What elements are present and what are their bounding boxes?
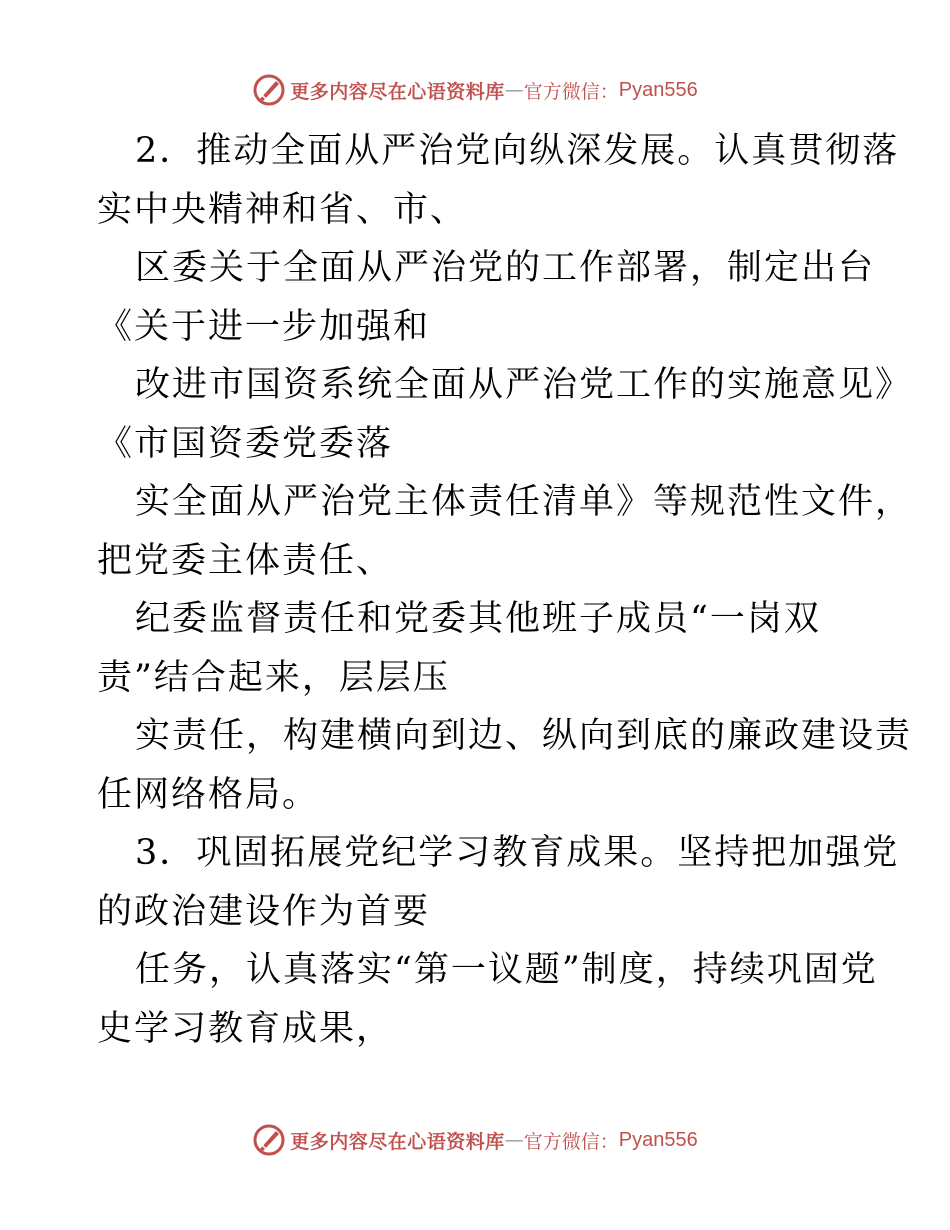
text-line: 《市国资委党委落: [97, 423, 394, 464]
header-banner: [0, 70, 950, 110]
text-line: 改进市国资系统全面从严治党工作的实施意见》: [135, 365, 913, 405]
banner-slogan: 更多内容尽在心语资料库: [290, 80, 505, 103]
quill-logo-icon: [252, 1123, 286, 1157]
text-line: 史学习教育成果，: [97, 1008, 394, 1049]
text-line: 把党委主体责任、: [97, 540, 394, 581]
text-line: 的政治建设作为首要: [97, 891, 431, 932]
text-line: 实中央精神和省、市、: [97, 189, 468, 230]
wechat-id: Pyan556: [618, 78, 698, 101]
text-line: 实责任，构建横向到边、纵向到底的廉政建设责: [135, 716, 913, 756]
banner-slogan: 更多内容尽在心语资料库: [290, 1130, 505, 1153]
text-line: 3．巩固拓展党纪学习教育成果。坚持把加强党: [135, 833, 900, 873]
wechat-label: 官方微信：: [523, 80, 619, 103]
text-line: 责”结合起来，层层压: [97, 657, 450, 698]
banner-separator: —: [504, 1129, 524, 1151]
text-line: 实全面从严治党主体责任清单》等规范性文件，: [135, 482, 913, 522]
text-line: 任务，认真落实“第一议题”制度，持续巩固党: [135, 950, 878, 990]
text-line: 2．推动全面从严治党向纵深发展。认真贯彻落: [135, 131, 900, 171]
banner-separator: —: [504, 79, 524, 101]
text-line: 《关于进一步加强和: [97, 306, 431, 347]
text-line: 区委关于全面从严治党的工作部署，制定出台: [135, 248, 876, 288]
wechat-label: 官方微信：: [523, 1130, 619, 1153]
text-line: 纪委监督责任和党委其他班子成员“一岗双: [135, 599, 821, 639]
wechat-id: Pyan556: [618, 1128, 698, 1151]
document-body: [97, 122, 913, 1058]
footer-banner: [0, 1120, 950, 1160]
quill-logo-icon: [252, 73, 286, 107]
text-line: 任网络格局。: [97, 774, 320, 815]
